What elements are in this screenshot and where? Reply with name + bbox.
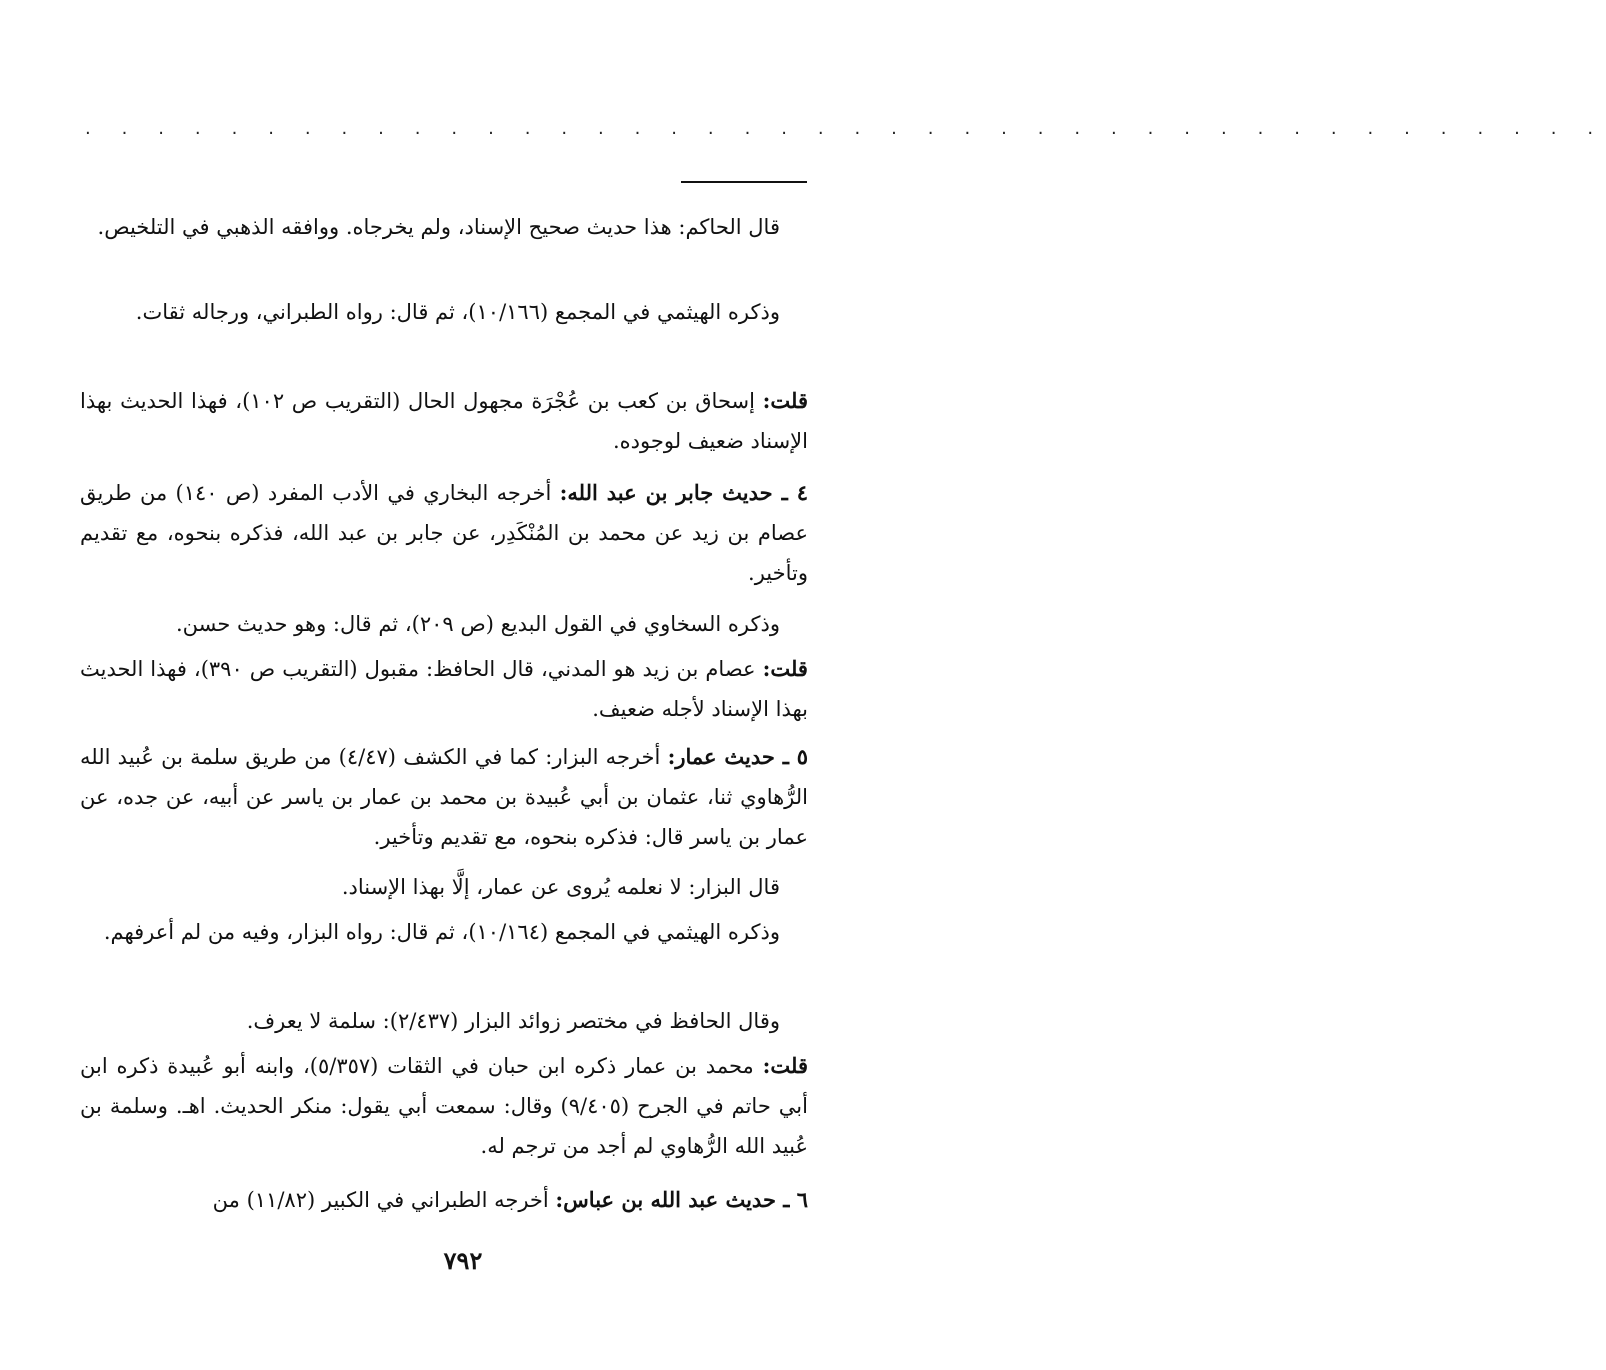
paragraph-text: وذكره الهيثمي في المجمع (١٠/١٦٦)، ثم قال: رواه الطبراني، ورجاله ثقات. [135, 300, 780, 324]
paragraph-lead: ٥ ـ حديث عمار: [667, 744, 808, 769]
paragraph-lead: ٦ ـ حديث عبد الله بن عباس: [555, 1187, 808, 1212]
paragraph-text: أخرجه البخاري في الأدب المفرد (ص ١٤٠) من طريق عصام بن زيد عن محمد بن المُنْكَدِر، عن جابر بن عبد الله، فذكره بنحوه، مع تقديم وتأخير. [80, 481, 808, 585]
paragraph-lead: ٤ ـ حديث جابر بن عبد الله: [559, 480, 809, 505]
paragraph-lead: قلت: [762, 388, 808, 413]
paragraph [80, 207, 808, 247]
paragraph-lead: قلت: [762, 656, 808, 681]
paragraph [80, 604, 808, 644]
paragraph-text: وذكره السخاوي في القول البديع (ص ٢٠٩)، ثم قال: وهو حديث حسن. [175, 612, 780, 636]
paragraph [80, 1180, 808, 1220]
paragraph [80, 737, 808, 857]
paragraph [80, 912, 808, 952]
paragraph-text: أخرجه الطبراني في الكبير (١١/٨٢) من [212, 1188, 556, 1212]
paragraph-text: قال الحاكم: هذا حديث صحيح الإسناد، ولم يخرجاه. ووافقه الذهبي في التلخيص. [97, 215, 780, 239]
paragraph-text: وقال الحافظ في مختصر زوائد البزار (٢/٤٣٧): سلمة لا يعرف. [246, 1009, 780, 1033]
paragraph-text: قال البزار: لا نعلمه يُروى عن عمار، إلَّا بهذا الإسناد. [341, 875, 780, 899]
paragraph [80, 867, 808, 907]
paragraph [80, 381, 808, 461]
paragraph [80, 1001, 808, 1041]
paragraph [80, 473, 808, 593]
paragraph-text: إسحاق بن كعب بن عُجْرَة مجهول الحال (التقريب ص ١٠٢)، فهذا الحديث بهذا الإسناد ضعيف لوجوده. [80, 389, 808, 453]
paragraph-text: عصام بن زيد هو المدني، قال الحافظ: مقبول (التقريب ص ٣٩٠)، فهذا الحديث بهذا الإسناد لأجله ضعيف. [80, 657, 808, 721]
paragraph-text: وذكره الهيثمي في المجمع (١٠/١٦٤)، ثم قال: رواه البزار، وفيه من لم أعرفهم. [103, 920, 780, 944]
paragraph [80, 292, 808, 332]
paragraph-lead: قلت: [762, 1053, 808, 1078]
paragraph [80, 649, 808, 729]
paragraph-text: أخرجه البزار: كما في الكشف (٤/٤٧) من طريق سلمة بن عُبيد الله الرُّهاوي ثنا، عثمان بن أبي عُبيدة بن محمد بن عمار بن ياسر عن أبيه، عن جده، عن عمار بن ياسر قال: فذكره بنحوه، مع تقديم وتأخير. [80, 745, 808, 849]
paragraph [80, 1046, 808, 1166]
paragraph-text: محمد بن عمار ذكره ابن حبان في الثقات (٥/٣٥٧)، وابنه أبو عُبيدة ذكره ابن أبي حاتم في الجرح (٩/٤٠٥) وقال: سمعت أبي يقول: منكر الحديث. اهـ. وسلمة بن عُبيد الله الرُّهاوي لم أجد من ترجم له. [80, 1054, 808, 1158]
separator-dots: . . . . . . . . . . . . . . . . . . . . . . . . . . . . . . . . . . . . . . . . . . [85, 118, 1606, 139]
page-number: ٧٩٢ [443, 1246, 483, 1275]
footnote-rule [681, 181, 807, 183]
